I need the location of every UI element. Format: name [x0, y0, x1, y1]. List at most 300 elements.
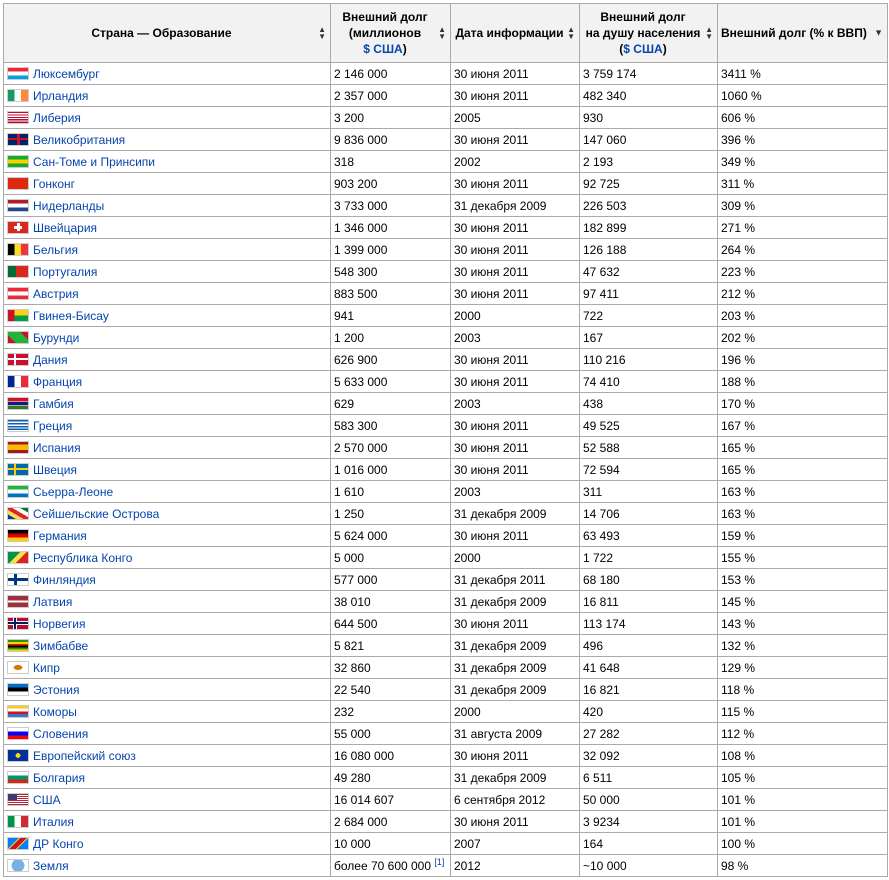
- cell-country: [4, 173, 331, 195]
- flag-icon: [7, 331, 29, 344]
- table-row: [4, 261, 888, 283]
- debt-value: 941: [334, 308, 355, 323]
- cell-date: 2012: [451, 855, 580, 877]
- cell-debt: [331, 503, 451, 525]
- table-row: [4, 525, 888, 547]
- flag-icon: [7, 177, 29, 190]
- cell-pct-gdp: 101 %: [718, 789, 888, 811]
- flag-icon: [7, 419, 29, 432]
- cell-pct-gdp: 143 %: [718, 613, 888, 635]
- table-row: [4, 679, 888, 701]
- cell-pct-gdp: 100 %: [718, 833, 888, 855]
- cell-date: 30 июня 2011: [451, 459, 580, 481]
- cell-per-capita: 50 000: [580, 789, 718, 811]
- country-link[interactable]: Португалия: [33, 264, 98, 279]
- cell-date: 30 июня 2011: [451, 283, 580, 305]
- flag-icon: [7, 463, 29, 476]
- cell-per-capita: 930: [580, 107, 718, 129]
- cell-date: 31 декабря 2009: [451, 195, 580, 217]
- cell-country: [4, 415, 331, 437]
- cell-pct-gdp: 606 %: [718, 107, 888, 129]
- cell-date: 2003: [451, 393, 580, 415]
- cell-country: [4, 789, 331, 811]
- cell-per-capita: 27 282: [580, 723, 718, 745]
- debt-value: 1 200: [334, 330, 365, 345]
- flag-icon: [7, 243, 29, 256]
- debt-value: 1 016 000: [334, 462, 388, 477]
- table-row: [4, 481, 888, 503]
- table-row: [4, 217, 888, 239]
- cell-pct-gdp: 153 %: [718, 569, 888, 591]
- column-header-country[interactable]: [4, 4, 331, 63]
- sort-icon[interactable]: ▲ ▼: [318, 25, 326, 41]
- cell-date: 30 июня 2011: [451, 437, 580, 459]
- table-row: [4, 349, 888, 371]
- debt-value: 9 836 000: [334, 132, 388, 147]
- cell-per-capita: 14 706: [580, 503, 718, 525]
- debt-value: 1 250: [334, 506, 365, 521]
- cell-debt: [331, 591, 451, 613]
- table-row: [4, 239, 888, 261]
- debt-value: 10 000: [334, 836, 371, 851]
- cell-pct-gdp: 167 %: [718, 415, 888, 437]
- cell-country: [4, 503, 331, 525]
- cell-per-capita: 722: [580, 305, 718, 327]
- cell-date: 30 июня 2011: [451, 217, 580, 239]
- cell-country: [4, 151, 331, 173]
- debt-value: 2 357 000: [334, 88, 388, 103]
- table-row: [4, 151, 888, 173]
- debt-value: 49 280: [334, 770, 371, 785]
- cell-country: [4, 129, 331, 151]
- cell-per-capita: 74 410: [580, 371, 718, 393]
- cell-debt: [331, 173, 451, 195]
- cell-pct-gdp: 159 %: [718, 525, 888, 547]
- debt-value: 5 633 000: [334, 374, 388, 389]
- table-row: [4, 547, 888, 569]
- column-header-label: Внешний долг (% к ВВП): [721, 26, 867, 40]
- country-link[interactable]: Бельгия: [33, 242, 78, 257]
- flag-icon: [7, 507, 29, 520]
- country-link[interactable]: Коморы: [33, 704, 77, 719]
- cell-country: [4, 767, 331, 789]
- cell-date: 2003: [451, 327, 580, 349]
- cell-date: 30 июня 2011: [451, 371, 580, 393]
- sort-icon[interactable]: ▲ ▼: [567, 25, 575, 41]
- country-link[interactable]: Земля: [33, 858, 69, 873]
- cell-per-capita: 167: [580, 327, 718, 349]
- cell-date: 30 июня 2011: [451, 129, 580, 151]
- table-row: [4, 437, 888, 459]
- table-row: [4, 63, 888, 85]
- debt-value: 16 080 000: [334, 748, 395, 763]
- flag-icon: [7, 529, 29, 542]
- debt-value: 1 399 000: [334, 242, 388, 257]
- cell-country: [4, 349, 331, 371]
- debt-value: 232: [334, 704, 355, 719]
- table-row: [4, 745, 888, 767]
- cell-debt: [331, 745, 451, 767]
- debt-value: 5 624 000: [334, 528, 388, 543]
- cell-per-capita: 2 193: [580, 151, 718, 173]
- cell-date: 2000: [451, 701, 580, 723]
- cell-pct-gdp: 203 %: [718, 305, 888, 327]
- column-header-label: на душу населения: [585, 26, 701, 40]
- table-row: [4, 569, 888, 591]
- cell-pct-gdp: 223 %: [718, 261, 888, 283]
- cell-debt: [331, 459, 451, 481]
- cell-debt: [331, 811, 451, 833]
- flag-icon: [7, 573, 29, 586]
- country-link[interactable]: Нидерланды: [33, 198, 105, 213]
- debt-value: более 70 600 000: [334, 858, 432, 873]
- cell-date: 30 июня 2011: [451, 349, 580, 371]
- country-link[interactable]: Европейский союз: [33, 748, 136, 763]
- debt-value: 5 000: [334, 550, 365, 565]
- cell-debt: [331, 833, 451, 855]
- cell-country: [4, 107, 331, 129]
- debt-value: 2 684 000: [334, 814, 388, 829]
- flag-icon: [7, 837, 29, 850]
- cell-per-capita: 496: [580, 635, 718, 657]
- debt-value: 583 300: [334, 418, 378, 433]
- sort-icon[interactable]: ▲ ▼: [438, 25, 446, 41]
- country-link[interactable]: Эстония: [33, 682, 80, 697]
- cell-pct-gdp: 101 %: [718, 811, 888, 833]
- cell-country: [4, 679, 331, 701]
- table-row: [4, 459, 888, 481]
- flag-icon: [7, 441, 29, 454]
- country-link[interactable]: Гонконг: [33, 176, 76, 191]
- cell-pct-gdp: 170 %: [718, 393, 888, 415]
- cell-per-capita: 3 9234: [580, 811, 718, 833]
- sort-icon[interactable]: ▲ ▼: [705, 25, 713, 41]
- cell-debt: [331, 63, 451, 85]
- country-link[interactable]: Сьерра-Леоне: [33, 484, 114, 499]
- country-link[interactable]: Швейцария: [33, 220, 98, 235]
- cell-per-capita: 311: [580, 481, 718, 503]
- cell-pct-gdp: 108 %: [718, 745, 888, 767]
- cell-country: [4, 459, 331, 481]
- column-header-pct-gdp[interactable]: [718, 4, 888, 63]
- cell-country: [4, 547, 331, 569]
- debt-value: 1 346 000: [334, 220, 388, 235]
- table-row: [4, 833, 888, 855]
- table-row: [4, 415, 888, 437]
- cell-date: 31 декабря 2011: [451, 569, 580, 591]
- cell-per-capita: 41 648: [580, 657, 718, 679]
- table-row: [4, 283, 888, 305]
- cell-debt: [331, 107, 451, 129]
- country-link[interactable]: Германия: [33, 528, 87, 543]
- country-link[interactable]: Греция: [33, 418, 73, 433]
- country-link[interactable]: Сан-Томе и Принсипи: [33, 154, 155, 169]
- country-link[interactable]: Ирландия: [33, 88, 89, 103]
- flag-icon: [7, 309, 29, 322]
- cell-pct-gdp: 3411 %: [718, 63, 888, 85]
- cell-pct-gdp: 163 %: [718, 503, 888, 525]
- flag-icon: [7, 551, 29, 564]
- cell-date: 31 декабря 2009: [451, 767, 580, 789]
- table-row: [4, 129, 888, 151]
- debt-value: 3 733 000: [334, 198, 388, 213]
- cell-pct-gdp: 188 %: [718, 371, 888, 393]
- table-row: [4, 701, 888, 723]
- debt-value: 644 500: [334, 616, 378, 631]
- country-link[interactable]: Латвия: [33, 594, 73, 609]
- flag-icon: [7, 89, 29, 102]
- cell-debt: [331, 327, 451, 349]
- cell-date: 31 декабря 2009: [451, 635, 580, 657]
- cell-debt: [331, 305, 451, 327]
- flag-icon: [7, 67, 29, 80]
- cell-country: [4, 613, 331, 635]
- country-link[interactable]: Норвегия: [33, 616, 86, 631]
- cell-country: [4, 701, 331, 723]
- flag-icon: [7, 661, 29, 674]
- flag-icon: [7, 111, 29, 124]
- country-link[interactable]: ДР Конго: [33, 836, 84, 851]
- cell-debt: [331, 239, 451, 261]
- cell-pct-gdp: 311 %: [718, 173, 888, 195]
- cell-debt: [331, 701, 451, 723]
- column-header-per-capita[interactable]: [580, 4, 718, 63]
- table-row: [4, 393, 888, 415]
- debt-value: 629: [334, 396, 355, 411]
- country-link[interactable]: Австрия: [33, 286, 79, 301]
- debt-value: 577 000: [334, 572, 378, 587]
- usd-link[interactable]: $ США: [623, 42, 663, 56]
- cell-per-capita: 92 725: [580, 173, 718, 195]
- cell-debt: [331, 393, 451, 415]
- cell-country: [4, 833, 331, 855]
- cell-debt: [331, 635, 451, 657]
- cell-per-capita: 63 493: [580, 525, 718, 547]
- cell-per-capita: 32 092: [580, 745, 718, 767]
- flag-icon: [7, 353, 29, 366]
- table-row: [4, 635, 888, 657]
- cell-debt: [331, 283, 451, 305]
- cell-debt: [331, 679, 451, 701]
- cell-per-capita: 16 821: [580, 679, 718, 701]
- cell-country: [4, 481, 331, 503]
- cell-debt: [331, 547, 451, 569]
- usd-link[interactable]: $ США: [363, 42, 403, 56]
- country-link[interactable]: Гвинея-Бисау: [33, 308, 109, 323]
- cell-per-capita: 72 594: [580, 459, 718, 481]
- cell-pct-gdp: 202 %: [718, 327, 888, 349]
- cell-pct-gdp: 145 %: [718, 591, 888, 613]
- debt-value: 626 900: [334, 352, 378, 367]
- flag-icon: [7, 771, 29, 784]
- cell-pct-gdp: 196 %: [718, 349, 888, 371]
- country-link[interactable]: Швеция: [33, 462, 77, 477]
- country-link[interactable]: Республика Конго: [33, 550, 133, 565]
- cell-debt: [331, 569, 451, 591]
- cell-country: [4, 635, 331, 657]
- globe-icon: [7, 859, 29, 872]
- table-row: [4, 327, 888, 349]
- cell-per-capita: ~10 000: [580, 855, 718, 877]
- table-row: [4, 789, 888, 811]
- cell-debt: [331, 855, 451, 877]
- country-link[interactable]: Либерия: [33, 110, 81, 125]
- country-link[interactable]: Франция: [33, 374, 83, 389]
- flag-icon: [7, 485, 29, 498]
- table-row: [4, 723, 888, 745]
- flag-icon: [7, 639, 29, 652]
- debt-value: 903 200: [334, 176, 378, 191]
- country-link[interactable]: Люксембург: [33, 66, 100, 81]
- cell-per-capita: 126 188: [580, 239, 718, 261]
- cell-country: [4, 85, 331, 107]
- cell-per-capita: 147 060: [580, 129, 718, 151]
- cell-pct-gdp: 165 %: [718, 437, 888, 459]
- column-header-label: Внешний долг: [600, 10, 686, 24]
- flag-icon: [7, 199, 29, 212]
- cell-country: [4, 657, 331, 679]
- cell-per-capita: 110 216: [580, 349, 718, 371]
- cell-debt: [331, 349, 451, 371]
- flag-icon: [7, 397, 29, 410]
- table-row: [4, 657, 888, 679]
- cell-date: 30 июня 2011: [451, 415, 580, 437]
- cell-date: 30 июня 2011: [451, 173, 580, 195]
- country-link[interactable]: Словения: [33, 726, 89, 741]
- cell-pct-gdp: 212 %: [718, 283, 888, 305]
- country-link[interactable]: Италия: [33, 814, 74, 829]
- cell-date: 2002: [451, 151, 580, 173]
- table-row: [4, 371, 888, 393]
- flag-icon: [7, 815, 29, 828]
- sort-descending-icon[interactable]: ▼: [874, 27, 883, 38]
- country-link[interactable]: Великобритания: [33, 132, 126, 147]
- cell-date: 2007: [451, 833, 580, 855]
- flag-icon: [7, 265, 29, 278]
- country-link[interactable]: Кипр: [33, 660, 60, 675]
- table-header-row: [4, 4, 888, 63]
- debt-value: 2 570 000: [334, 440, 388, 455]
- table-row: [4, 591, 888, 613]
- table-row: [4, 811, 888, 833]
- column-header-label: Страна — Образование: [91, 26, 232, 40]
- cell-pct-gdp: 264 %: [718, 239, 888, 261]
- cell-debt: [331, 481, 451, 503]
- cell-date: 2005: [451, 107, 580, 129]
- cell-debt: [331, 129, 451, 151]
- table-row: [4, 107, 888, 129]
- flag-icon: [7, 287, 29, 300]
- cell-debt: [331, 195, 451, 217]
- reference-link[interactable]: [1]: [434, 856, 445, 867]
- cell-per-capita: 16 811: [580, 591, 718, 613]
- table-row: [4, 767, 888, 789]
- cell-country: [4, 305, 331, 327]
- cell-pct-gdp: 309 %: [718, 195, 888, 217]
- cell-date: 31 декабря 2009: [451, 679, 580, 701]
- cell-debt: [331, 415, 451, 437]
- flag-icon: [7, 155, 29, 168]
- cell-date: 30 июня 2011: [451, 613, 580, 635]
- cell-debt: [331, 657, 451, 679]
- column-header-date[interactable]: [451, 4, 580, 63]
- cell-date: 30 июня 2011: [451, 811, 580, 833]
- cell-pct-gdp: 396 %: [718, 129, 888, 151]
- cell-per-capita: 97 411: [580, 283, 718, 305]
- debt-value: 1 610: [334, 484, 365, 499]
- cell-country: [4, 239, 331, 261]
- cell-pct-gdp: 112 %: [718, 723, 888, 745]
- cell-per-capita: 6 511: [580, 767, 718, 789]
- cell-country: [4, 261, 331, 283]
- cell-per-capita: 3 759 174: [580, 63, 718, 85]
- country-link[interactable]: Дания: [33, 352, 68, 367]
- cell-country: [4, 283, 331, 305]
- cell-pct-gdp: 132 %: [718, 635, 888, 657]
- cell-country: [4, 723, 331, 745]
- cell-pct-gdp: 155 %: [718, 547, 888, 569]
- cell-pct-gdp: 115 %: [718, 701, 888, 723]
- country-link[interactable]: Бурунди: [33, 330, 80, 345]
- cell-debt: [331, 371, 451, 393]
- country-link[interactable]: Сейшельские Острова: [33, 506, 160, 521]
- cell-debt: [331, 151, 451, 173]
- table-row: [4, 503, 888, 525]
- external-debt-table: [3, 3, 888, 877]
- cell-date: 30 июня 2011: [451, 63, 580, 85]
- cell-per-capita: 438: [580, 393, 718, 415]
- cell-per-capita: 68 180: [580, 569, 718, 591]
- cell-date: 30 июня 2011: [451, 85, 580, 107]
- country-link[interactable]: Болгария: [33, 770, 85, 785]
- cell-per-capita: 52 588: [580, 437, 718, 459]
- cell-pct-gdp: 98 %: [718, 855, 888, 877]
- debt-value: 32 860: [334, 660, 371, 675]
- cell-country: [4, 525, 331, 547]
- cell-date: 2000: [451, 547, 580, 569]
- debt-value: 5 821: [334, 638, 365, 653]
- cell-date: 30 июня 2011: [451, 745, 580, 767]
- cell-per-capita: 47 632: [580, 261, 718, 283]
- debt-value: 2 146 000: [334, 66, 388, 81]
- country-link[interactable]: Испания: [33, 440, 81, 455]
- cell-country: [4, 371, 331, 393]
- cell-per-capita: 49 525: [580, 415, 718, 437]
- debt-value: 22 540: [334, 682, 371, 697]
- cell-country: [4, 393, 331, 415]
- country-link[interactable]: США: [33, 792, 61, 807]
- cell-date: 31 августа 2009: [451, 723, 580, 745]
- flag-icon: [7, 793, 29, 806]
- flag-icon: [7, 375, 29, 388]
- flag-icon: [7, 683, 29, 696]
- cell-pct-gdp: 118 %: [718, 679, 888, 701]
- cell-per-capita: 113 174: [580, 613, 718, 635]
- column-header-debt[interactable]: [331, 4, 451, 63]
- country-link[interactable]: Зимбабве: [33, 638, 89, 653]
- flag-icon: [7, 221, 29, 234]
- cell-country: [4, 195, 331, 217]
- country-link[interactable]: Гамбия: [33, 396, 74, 411]
- debt-value: 883 500: [334, 286, 378, 301]
- table-row: [4, 85, 888, 107]
- table-row: [4, 855, 888, 877]
- cell-country: [4, 745, 331, 767]
- cell-debt: [331, 437, 451, 459]
- country-link[interactable]: Финляндия: [33, 572, 96, 587]
- column-header-label: ): [662, 42, 667, 56]
- cell-per-capita: 482 340: [580, 85, 718, 107]
